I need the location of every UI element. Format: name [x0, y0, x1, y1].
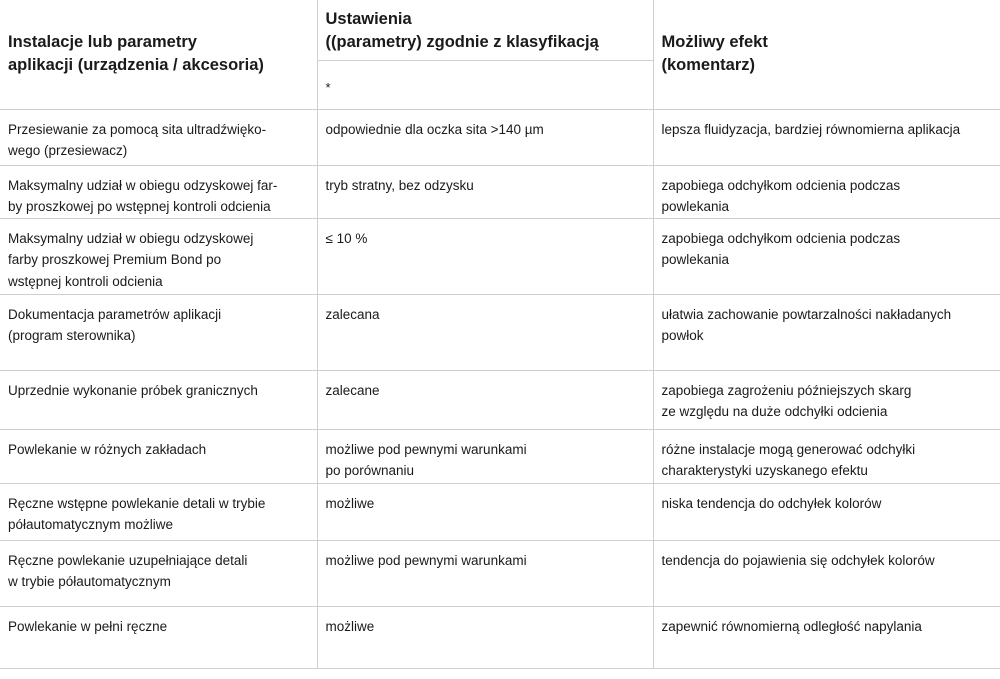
- effect-cell: zapobiega odchyłkom odcienia podczas powlekania: [653, 165, 1000, 218]
- setting-cell: możliwe pod pewnymi warunkami po porównaniu: [317, 429, 653, 483]
- param-cell: Ręczne wstępne powlekanie detali w trybie półautomatycznym możliwe: [0, 483, 317, 540]
- header-settings: Ustawienia ((parametry) zgodnie z klasyfikacją: [317, 0, 653, 60]
- param-cell: Maksymalny udział w obiegu odzyskowej far- by proszkowej po wstępnej kontroli odcienia: [0, 165, 317, 218]
- effect-cell: zapobiega odchyłkom odcienia podczas powlekania: [653, 218, 1000, 294]
- setting-cell: możliwe: [317, 483, 653, 540]
- table-row: [0, 483, 1000, 540]
- setting-cell: ≤ 10 %: [317, 218, 653, 294]
- table-row: [0, 429, 1000, 483]
- table-row: [0, 109, 1000, 165]
- effect-cell: niska tendencja do odchyłek kolorów: [653, 483, 1000, 540]
- setting-cell: możliwe pod pewnymi warunkami: [317, 540, 653, 606]
- param-cell: Powlekanie w pełni ręczne: [0, 606, 317, 668]
- table-row: [0, 294, 1000, 370]
- table-row: [0, 606, 1000, 668]
- param-cell: Maksymalny udział w obiegu odzyskowej farby proszkowej Premium Bond po wstępnej kontroli odcienia: [0, 218, 317, 294]
- setting-cell: odpowiednie dla oczka sita >140 µm: [317, 109, 653, 165]
- effect-cell: ułatwia zachowanie powtarzalności nakładanych powłok: [653, 294, 1000, 370]
- header-installations: Instalacje lub parametry aplikacji (urządzenia / akcesoria): [0, 0, 317, 109]
- param-cell: Dokumentacja parametrów aplikacji (program sterownika): [0, 294, 317, 370]
- param-cell: Przesiewanie za pomocą sita ultradźwięko- wego (przesiewacz): [0, 109, 317, 165]
- param-cell: Powlekanie w różnych zakładach: [0, 429, 317, 483]
- setting-cell: możliwe: [317, 606, 653, 668]
- header-effect: Możliwy efekt (komentarz): [653, 0, 1000, 109]
- effect-cell: lepsza fluidyzacja, bardziej równomierna aplikacja: [653, 109, 1000, 165]
- effect-cell: zapobiega zagrożeniu późniejszych skarg ze względu na duże odchyłki odcienia: [653, 370, 1000, 429]
- param-cell: Ręczne powlekanie uzupełniające detali w trybie półautomatycznym: [0, 540, 317, 606]
- header-settings-note: *: [317, 60, 653, 109]
- table-row: [0, 165, 1000, 218]
- effect-cell: tendencja do pojawienia się odchyłek kolorów: [653, 540, 1000, 606]
- param-cell: Uprzednie wykonanie próbek granicznych: [0, 370, 317, 429]
- setting-cell: zalecana: [317, 294, 653, 370]
- table-row: [0, 370, 1000, 429]
- table-row: [0, 218, 1000, 294]
- setting-cell: tryb stratny, bez odzysku: [317, 165, 653, 218]
- effect-cell: zapewnić równomierną odległość napylania: [653, 606, 1000, 668]
- effect-cell: różne instalacje mogą generować odchyłki charakterystyki uzyskanego efektu: [653, 429, 1000, 483]
- setting-cell: zalecane: [317, 370, 653, 429]
- table-row: [0, 540, 1000, 606]
